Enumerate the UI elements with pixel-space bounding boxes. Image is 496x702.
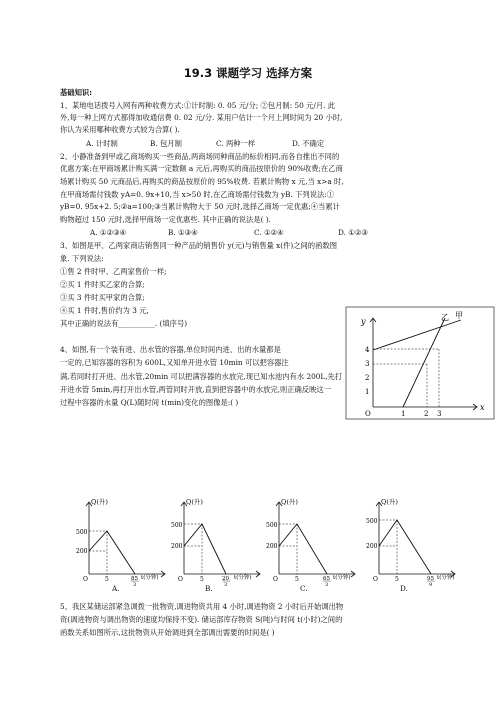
q3-ytick-3: 3 [365,360,370,368]
q3-statement-2: ②买 1 件时买乙家的合算; [60,280,145,289]
q3-statement-3: ③买 3 件时买甲家的合算; [60,293,145,302]
q3-xtick-2: 2 [424,410,429,418]
q3-label-yi: 乙 [441,313,449,322]
q1-options [86,139,471,148]
q4-graph-d-t-label: t(分钟) [437,575,455,581]
q4-graph-d-x2d: 9 [429,582,433,586]
q5-line-1: 5、我区某储运部紧急调拨一批物资,调进物资共用 4 小时,调进物资 2 小时后开始调出物 [60,602,344,611]
q3-line-1: 3、如图是甲、乙两家商店销售同一种产品的销售价 y(元)与销售量 x(件)之间的函数图 [60,241,337,250]
q4-graph-a-y200: 200 [76,548,88,555]
q4-graph-a-curve [89,531,135,574]
q4-graph-a-origin: O [83,576,88,583]
q4-graph-a [75,494,170,586]
page-title: 19.3 课题学习 选择方案 [183,66,313,80]
q4-graph-c-t-label: t(分钟) [333,575,351,581]
q3-xtick-3: 3 [437,410,442,418]
q3-y-axis-label: y [361,317,366,326]
q4-line-3: 满,若同时打开进、出水管,20min 可以把满容器的水放完,现已知水池内有水 200L,先打 [60,372,343,381]
q4-graph-a-q-label: Q(升) [91,498,108,506]
q4-graph-b-y200: 200 [171,543,183,550]
q4-graph-d [365,494,460,586]
q4-graph-d-q-label: Q(升) [381,498,398,506]
q3-statement-1: ①售 2 件时甲、乙两家售价一样; [60,267,167,276]
q4-graph-d-x2: 95 [427,576,434,582]
q5-line-2: 资(调进物资与调出物资的速度均保持不变). 储运部库存物资 S(吨)与时间 t(小时)之间的 [60,615,343,624]
q4-graph-a-label: A. [112,584,120,593]
q4-graph-b-t-label: t(分钟) [234,575,252,581]
q4-graph-c-x5: 5 [295,576,299,583]
q4-graph-d-origin: O [373,576,378,583]
q4-graph-a-y500: 500 [76,529,88,536]
q4-graph-c-q-label: Q(升) [281,498,298,506]
q2-line-4: 在甲商场需付钱数 yA=0. 9x+10,当 x>50 时,在乙商场需付钱数为 yB. 下列说法:① [60,190,335,199]
q4-graph-d-y500: 500 [366,518,378,525]
q2-option-a: A. ①②③④ [90,228,127,237]
q4-line-1: 4、如图,有一个装有进、出水管的容器,单位时间内进、出的水量都是 [60,345,281,354]
q1-line-2: 外,每一种上网方式都得加收通信费 0. 02 元/分. 某用户估计一个月上网时间为 20 小时, [60,113,343,122]
q4-graph-d-x5: 5 [395,576,399,583]
q3-statement-4: ④买 1 件时,售价约为 3 元, [60,306,149,315]
q3-ytick-1: 1 [365,388,370,396]
q4-graph-c-x2d: 3 [325,582,329,586]
q3-tail: 其中正确的说法有__________. (填序号) [60,319,188,328]
q4-graph-b [170,494,265,586]
section-heading: 基础知识: [60,88,93,97]
q1-option-d: D. 不确定 [292,139,325,148]
q4-graph-c-y200: 200 [266,543,278,550]
q4-graph-b-x5: 5 [200,576,204,583]
q4-graph-c [265,494,360,586]
q4-graph-b-curve [184,524,226,574]
q3-origin: O [365,410,371,418]
q3-line-2: 象. 下列说法: [60,254,104,263]
q3-label-jia: 甲 [455,311,463,320]
q4-graph-b-x2: 20 [222,576,229,582]
q4-graph-c-label: C. [300,584,308,593]
q2-line-6: 购物超过 150 元时,选择甲商场一定优惠些. 其中正确的说法是( ). [60,215,271,224]
q2-options [90,228,475,237]
q4-graph-c-x2: 65 [323,576,330,582]
q4-graph-a-x2: 85 [131,576,138,582]
q2-line-2: 优惠方案:在甲商场累计购买满一定数额 a 元后,再购买的商品按原价的 90%收费;在乙商 [60,164,343,173]
q2-line-3: 场累计购买 50 元商品后,再购买的商品按原价的 95%收费. 若累计购物 x 元,当 x>a 时, [60,177,344,186]
q5-line-3: 函数关系如图所示,这批物资从开始调进到全部调出需要的时间是( ) [60,628,275,637]
q4-graph-a-x5: 5 [105,576,109,583]
q3-x-axis-label: x [480,403,485,412]
q2-option-d: D. ①②③ [338,228,368,237]
q2-line-5: yB=0. 95x+2. 5;②a=100;③当累计购物大于 50 元时,选择乙商场一定优惠;④当累计 [60,202,340,211]
q4-graph-b-q-label: Q(升) [186,498,203,506]
q4-line-5: 过程中容器的水量 Q(L)随时间 t(min)变化的图像是:( ) [60,398,239,407]
q4-graph-c-y500: 500 [266,522,278,529]
q4-graph-b-x2d: 3 [224,582,228,586]
q4-graph-a-t-label: t(分钟) [141,575,159,581]
q2-option-b: B. ①③④ [168,228,198,237]
q4-line-4: 开进水管 5min,再打开出水管,两管同时开放,直到把容器中的水放完,则正确反映这一 [60,385,331,394]
q4-graph-c-curve [279,524,327,574]
q4-graph-a-x2d: 3 [133,582,137,586]
q4-graph-c-origin: O [273,576,278,583]
q3-ytick-4: 4 [365,346,370,354]
q1-line-1: 1、某地电话拨号入网有两种收费方式:①计时制: 0. 05 元/分; ②包月制: 50 元/月. 此 [60,101,336,110]
q4-graph-d-y200: 200 [366,543,378,550]
q4-line-2: 一定的,已知容器的容积为 600L,又知单开进水管 10min 可以把容器注 [60,358,289,367]
q4-graph-b-origin: O [178,576,183,583]
q1-option-b: B. 包月制 [150,139,182,148]
q4-graph-d-label: D. [400,584,408,593]
q3-ytick-2: 2 [365,374,370,382]
q2-option-c: C. ①②④ [254,228,284,237]
q4-graph-b-y500: 500 [171,522,183,529]
q1-option-c: C. 两种一样 [216,139,256,148]
q2-line-1: 2、小静准备到甲或乙商场购买一些商品,两商场同种商品的标价相同,而各自推出不同的 [60,152,340,161]
q4-graph-b-label: B. [205,584,213,593]
q1-option-a: A. 计时制 [86,139,118,148]
q4-graph-d-curve [379,520,431,574]
q1-line-3: 你认为采用哪种收费方式较为合算( ). [60,125,180,134]
q3-xtick-1: 1 [401,410,406,418]
